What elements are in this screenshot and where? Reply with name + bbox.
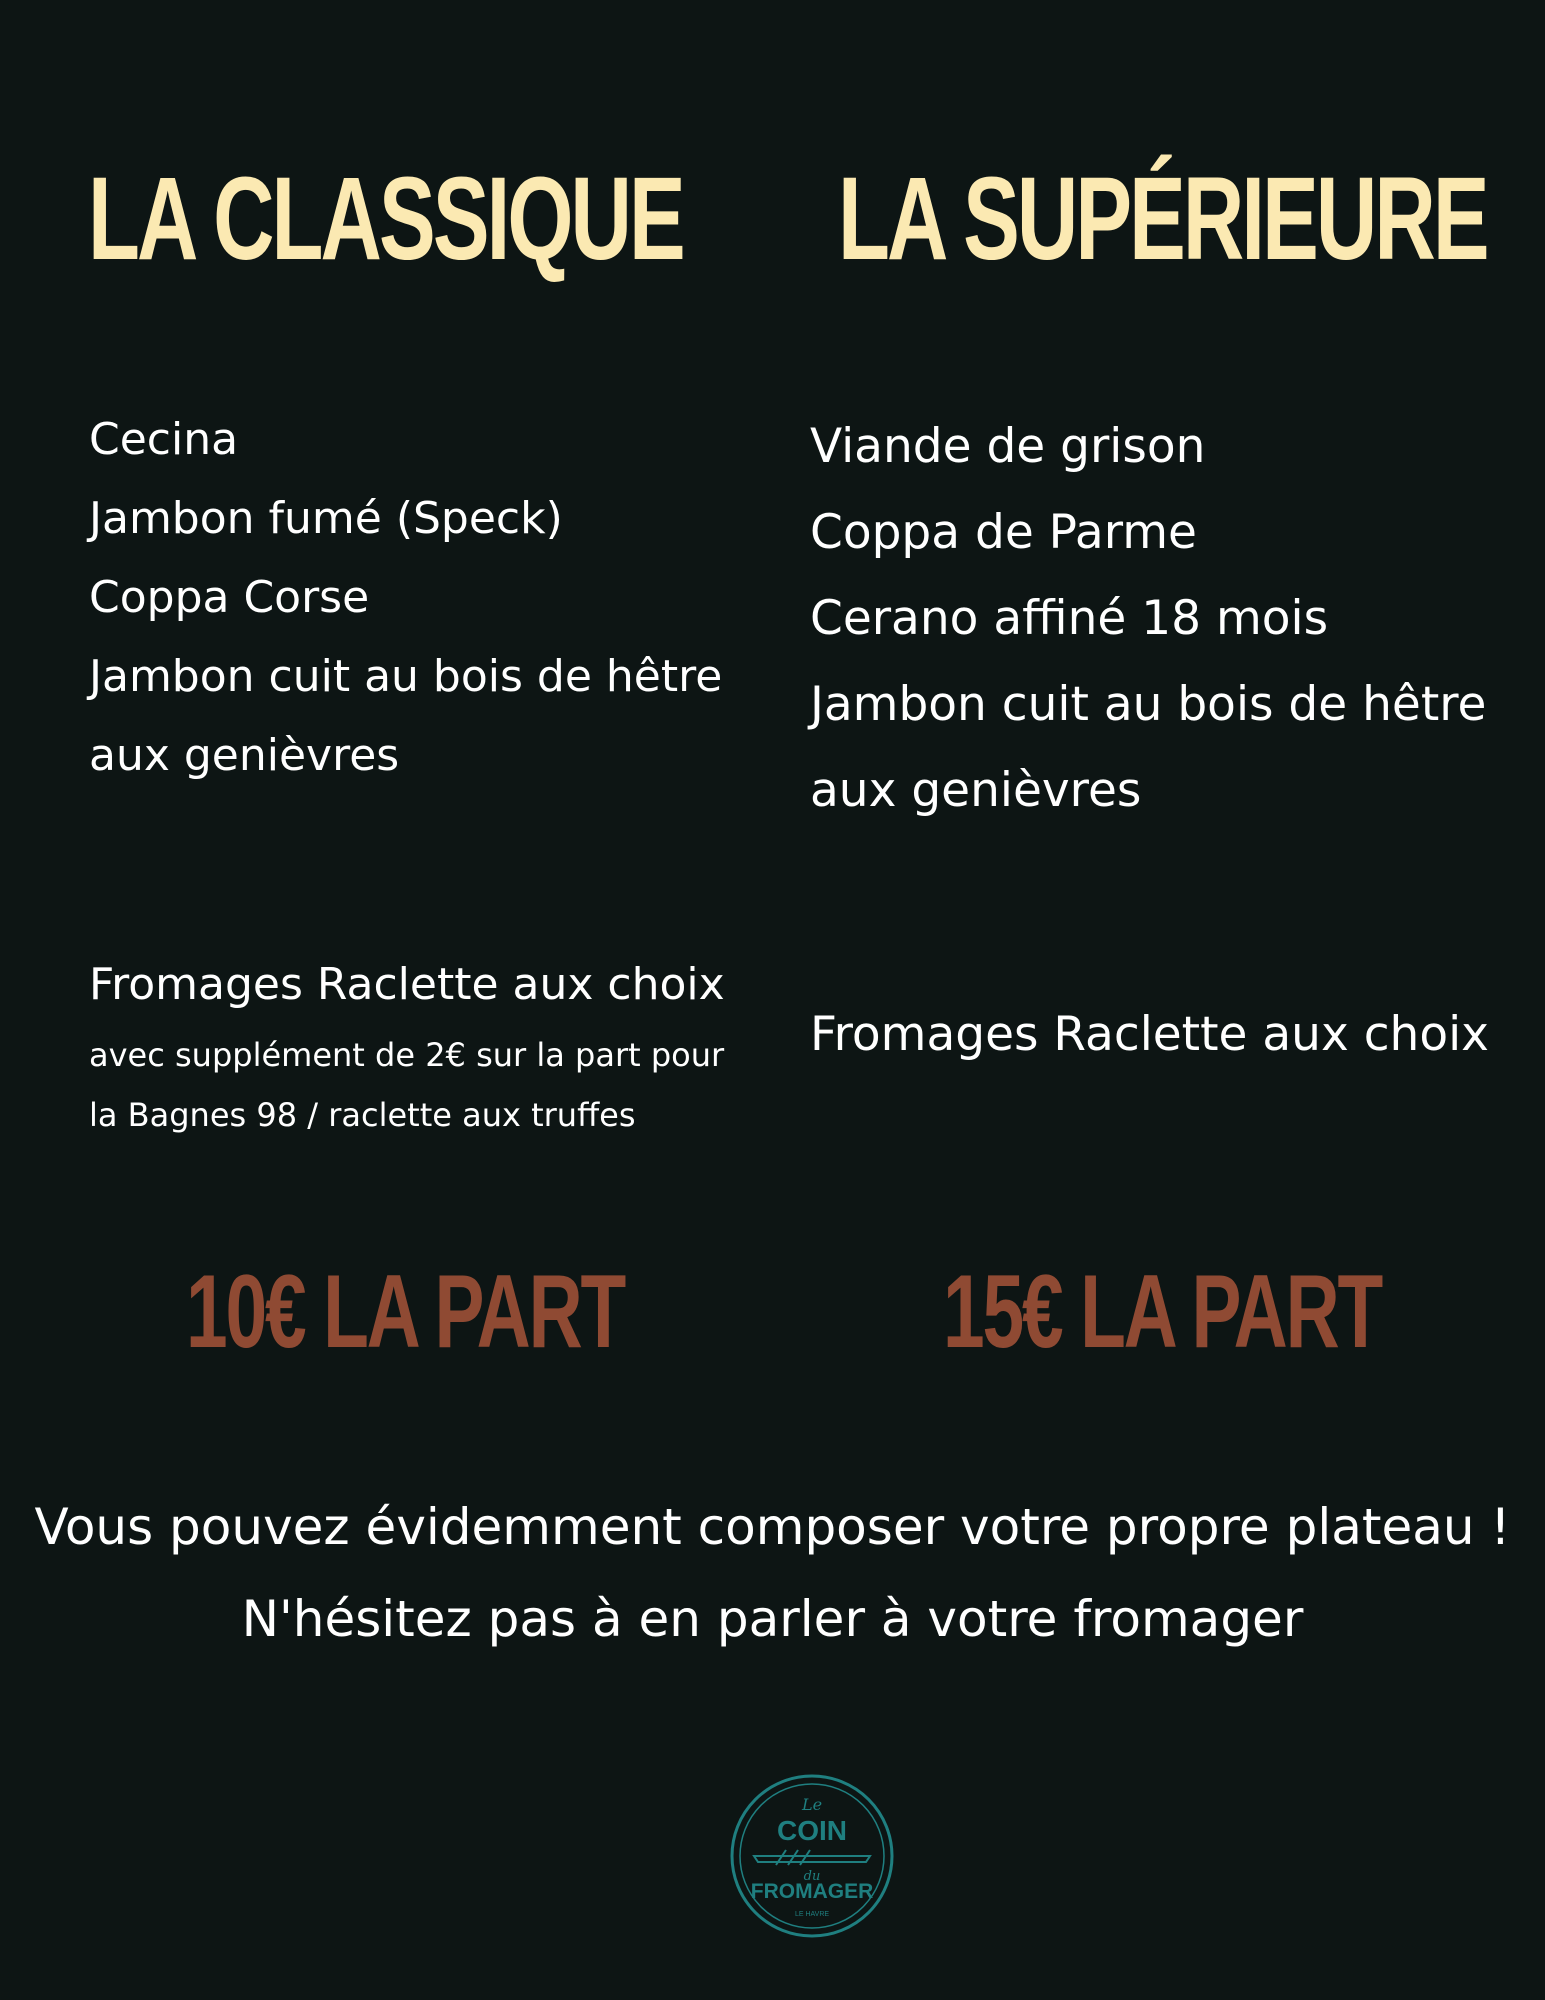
- list-item: aux genièvres: [89, 730, 400, 781]
- list-item: Jambon cuit au bois de hêtre: [810, 677, 1487, 732]
- footer-message: Vous pouvez évidemment composer votre propre plateau !: [34, 1498, 1511, 1556]
- list-item: Cerano affiné 18 mois: [810, 591, 1329, 646]
- logo-text-du: du: [803, 1869, 821, 1884]
- list-item: Jambon fumé (Speck): [89, 493, 563, 544]
- superieure-items-list: [810, 404, 1486, 834]
- plan-title-superieure: LA SUPÉRIEURE: [838, 153, 1487, 285]
- list-item: Coppa Corse: [89, 572, 370, 623]
- list-item: Coppa de Parme: [810, 505, 1197, 560]
- list-item: Viande de grison: [810, 419, 1206, 474]
- classique-items-list: [89, 400, 722, 795]
- footer-subtext: N'hésitez pas à en parler à votre fromager: [241, 1590, 1304, 1648]
- logo-text-coin: COIN: [777, 1815, 847, 1846]
- coin-du-fromager-logo: [728, 1772, 896, 1940]
- cheese-note-line: avec supplément de 2€ sur la part pour: [89, 1036, 725, 1074]
- superieure-price: 15€ LA PART: [943, 1254, 1382, 1370]
- logo-text-le: Le: [801, 1795, 823, 1814]
- list-item: aux genièvres: [810, 763, 1142, 818]
- logo-text-place: LE HAVRE: [794, 1911, 830, 1918]
- classique-cheese-note: [89, 1025, 724, 1145]
- classique-cheese-choice: Fromages Raclette aux choix: [89, 959, 725, 1010]
- plan-title-classique: LA CLASSIQUE: [88, 153, 683, 285]
- list-item: Jambon cuit au bois de hêtre: [89, 651, 723, 702]
- cheese-note-line: la Bagnes 98 / raclette aux truffes: [89, 1096, 636, 1134]
- superieure-cheese-choice: Fromages Raclette aux choix: [810, 1007, 1489, 1062]
- classique-price: 10€ LA PART: [186, 1254, 625, 1370]
- list-item: Cecina: [89, 414, 239, 465]
- knife-icon: [754, 1856, 870, 1862]
- logo-text-fromager: FROMAGER: [750, 1880, 874, 1903]
